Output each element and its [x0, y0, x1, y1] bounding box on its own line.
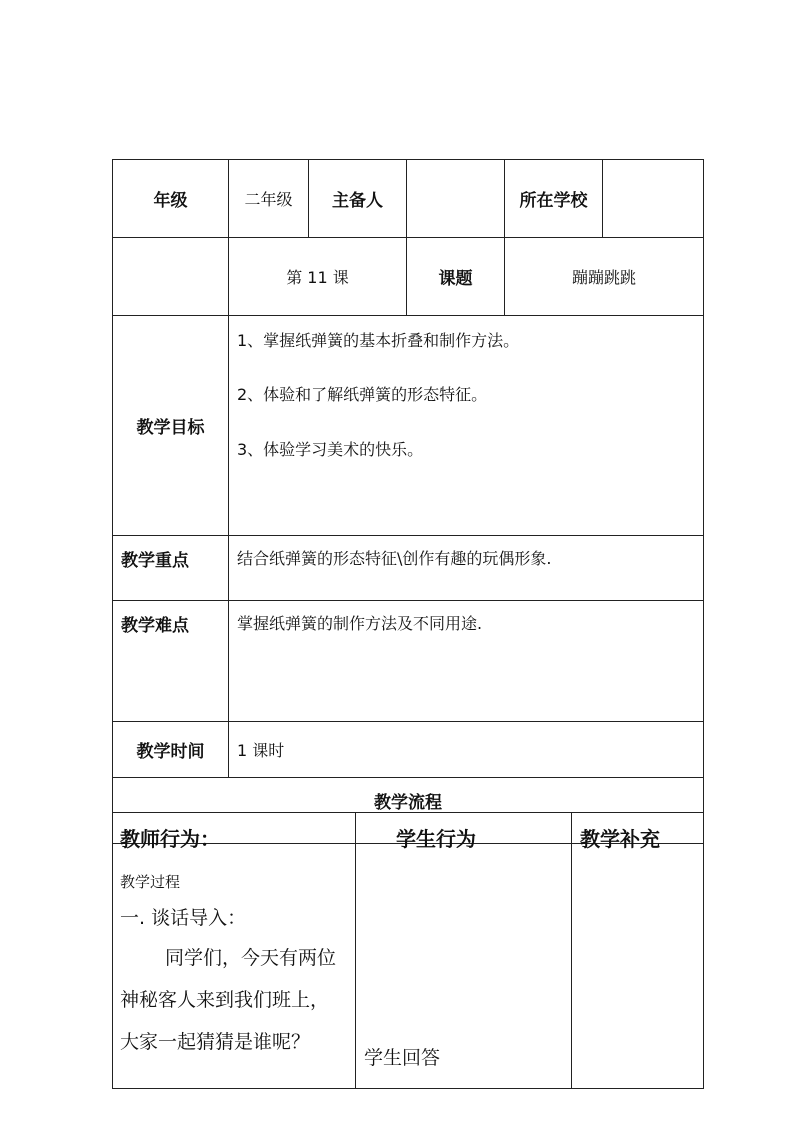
flow-title: 教学流程 [113, 778, 704, 844]
school-value [603, 160, 704, 238]
lesson-row [113, 238, 704, 316]
key-point-text: 结合纸弹簧的形态特征\创作有趣的玩偶形象. [229, 536, 704, 601]
goal-item: 3、体验学习美术的快乐。 [237, 440, 424, 459]
key-point-label: 教学重点 [113, 536, 229, 601]
lesson-plan-table [112, 159, 704, 844]
goals-row [113, 316, 704, 536]
time-text: 1 课时 [229, 722, 704, 778]
difficulty-label: 教学难点 [113, 601, 229, 722]
intro-line: 同学们，今天有两位 [165, 947, 337, 969]
student-column [356, 813, 572, 1089]
grade-label: 年级 [113, 160, 229, 238]
student-header: 学生行为 [396, 827, 476, 851]
lesson-number: 第 11 课 [229, 238, 407, 316]
teacher-header: 教师行为： [120, 827, 220, 851]
intro-line: 大家一起猜猜是谁呢？ [120, 1031, 311, 1053]
goal-item: 2、体验和了解纸弹簧的形态特征。 [237, 385, 488, 404]
flow-row [113, 813, 704, 1089]
time-row [113, 722, 704, 778]
header-row [113, 160, 704, 238]
topic-value: 蹦蹦跳跳 [505, 238, 704, 316]
grade-value: 二年级 [229, 160, 309, 238]
teacher-column [113, 813, 356, 1089]
goal-item: 1、掌握纸弹簧的基本折叠和制作方法。 [237, 331, 520, 350]
process-label: 教学过程 [120, 873, 181, 891]
goals-label: 教学目标 [113, 316, 229, 536]
school-label: 所在学校 [505, 160, 603, 238]
key-point-row [113, 536, 704, 601]
time-label: 教学时间 [113, 722, 229, 778]
student-answer: 学生回答 [364, 1047, 441, 1069]
preparer-value [407, 160, 505, 238]
section-title: 一. 谈话导入： [120, 907, 247, 929]
supplement-column [572, 813, 704, 1089]
difficulty-text: 掌握纸弹簧的制作方法及不同用途. [229, 601, 704, 722]
preparer-label: 主备人 [309, 160, 407, 238]
lesson-blank-cell [113, 238, 229, 316]
teaching-flow-table [112, 812, 704, 1089]
topic-label: 课题 [407, 238, 505, 316]
intro-line: 神秘客人来到我们班上， [120, 989, 330, 1011]
difficulty-row [113, 601, 704, 722]
supplement-header: 教学补充 [580, 827, 660, 851]
goals-list [229, 316, 704, 536]
